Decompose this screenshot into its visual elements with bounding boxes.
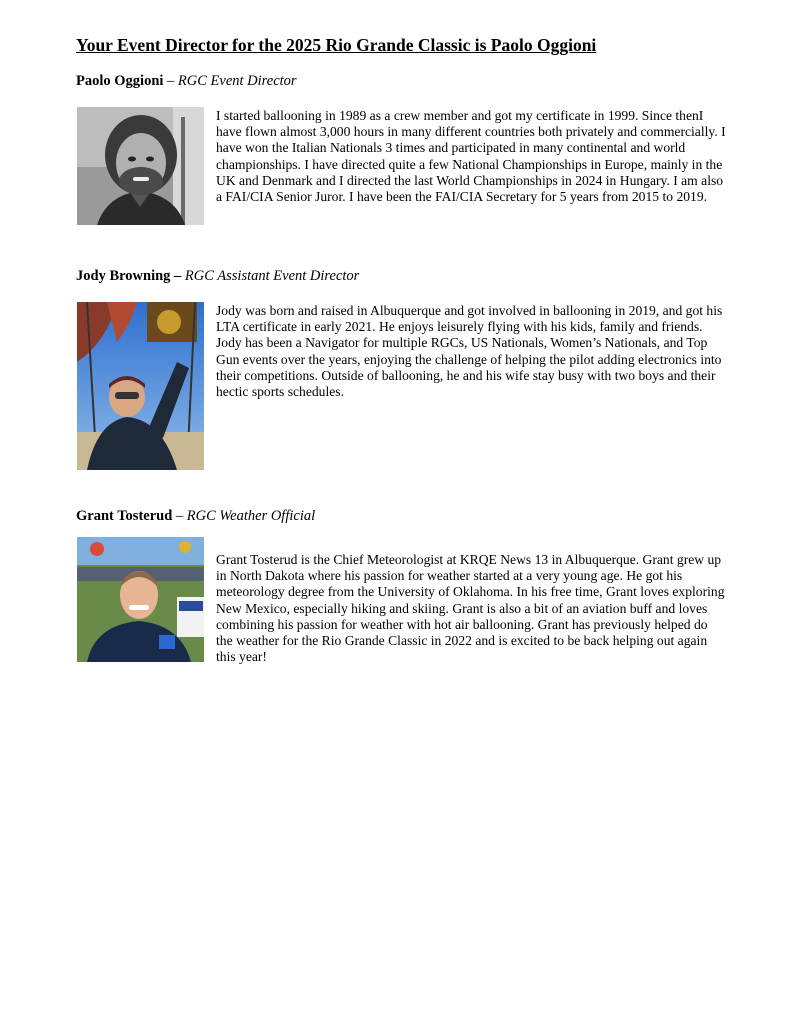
person-name: Grant Tosterud: [76, 508, 173, 524]
person-name: Jody Browning: [76, 268, 171, 284]
person-bio: Grant Tosterud is the Chief Meteorologist at KRQE News 13 in Albuquerque. Grant grew up in North Dakota where his passion for weather started at a very young age. He got his meteorology degree from the University of Oklahoma. In his free time, Grant loves exploring New Mexico, especially hiking and skiing. Grant is also a bit of an aviation buff and loves combining his passion for weather with hot air ballooning. Grant has previously helped do the weather for the Rio Grande Classic in 2022 and is excited to be back helping out again this year!: [216, 552, 725, 665]
person-bio: Jody was born and raised in Albuquerque and got involved in ballooning in 2019, and got his LTA certificate in early 2021. He enjoys leisurely flying with his kids, family and friends. Jody has been a Navigator for multiple RGCs, US Nationals, Women’s Nationals, and Top Gun events over the years, enjoying the challenge of helping the pilot adding electronics into their competitions. Outside of ballooning, he and his wife stay busy with two boys and their hectic sports schedules.: [216, 303, 723, 400]
portrait-photo-image: [77, 107, 204, 225]
portrait-photo-paolo: [77, 107, 204, 225]
person-heading-grant: [76, 508, 315, 525]
separator: –: [163, 73, 178, 89]
portrait-photo-grant: [77, 537, 204, 662]
person-heading-paolo: [76, 73, 297, 90]
balloon-field-photo-image: [77, 537, 204, 662]
person-role: RGC Assistant Event Director: [184, 268, 360, 284]
page-title: Your Event Director for the 2025 Rio Grande Classic is Paolo Oggioni: [76, 35, 597, 55]
person-bio: I started ballooning in 1989 as a crew member and got my certificate in 1999. Since thenI have flown almost 3,000 hours in many different countries both privately and commercially. I have won the Italian Nationals 3 times and participated in many continental and world championships. I have directed quite a few National Championships in Europe, mainly in the UK and Denmark and I directed the last World Championships in 2024 in Hungary. I am also a FAI/CIA Senior Juror. I have been the FAI/CIA Secretary for 5 years from 2015 to 2019.: [216, 108, 726, 205]
balloon-basket-photo-image: [77, 302, 204, 470]
person-role: RGC Weather Official: [186, 508, 316, 524]
person-heading-jody: [76, 268, 359, 285]
person-role: RGC Event Director: [177, 73, 297, 89]
person-name: Paolo Oggioni: [76, 73, 164, 89]
portrait-photo-jody: [77, 302, 204, 470]
separator: –: [170, 268, 185, 284]
separator: –: [172, 508, 187, 524]
